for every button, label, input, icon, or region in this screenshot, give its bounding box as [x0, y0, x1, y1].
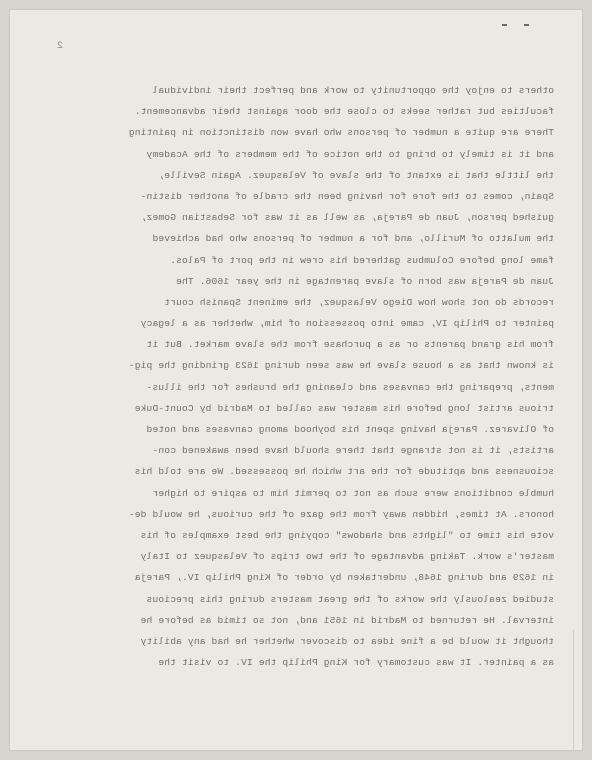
text-line: studied zealously the works of the great masters during this precious — [146, 593, 554, 605]
edge-mark — [524, 24, 529, 26]
text-line: as a painter. It was customary for King Philip the IV. to visit the — [158, 657, 554, 669]
typed-text-block — [34, 80, 554, 673]
text-line: fame long before Columbus gathered his crew in the port of Palos. — [170, 254, 554, 266]
text-line: the mulatto of Murillo, and for a number of persons who had achieved — [152, 233, 554, 245]
text-line: Spain, comes to the fore for having been the cradle of another distin- — [140, 190, 554, 202]
text-line: the little that is extant of the slave of Velasquez. Again Seville, — [158, 169, 554, 181]
text-line: honors. At times, hidden away from the gaze of the curious, he would de- — [128, 508, 554, 520]
text-line: painter to Philip IV, came into possession of him, whether as a legacy — [140, 318, 554, 330]
text-line: thought it would be a fine idea to discover whether he had any ability — [140, 635, 554, 647]
typed-page — [10, 10, 582, 750]
text-line: in 1629 and during 1648, undertaken by order of King Philip IV., Pareja — [134, 572, 554, 584]
edge-shadow — [573, 630, 574, 750]
text-line: ments, preparing the canvases and cleaning the brushes for the illus- — [146, 381, 554, 393]
text-line: Juan de Pareja was born of slave parentage in the year 1606. The — [175, 275, 554, 287]
text-line: of Olivarez. Pareja having spent his boyhood among canvases and noted — [146, 424, 554, 435]
text-line: from his grand parents or as a purchase from the slave market. But it — [146, 339, 554, 351]
text-line: master's work. Taking advantage of the two trips of Velasquez to Italy — [140, 551, 554, 563]
text-line: interval. He returned to Madrid in 1651 and, not so timid as before he — [140, 614, 554, 626]
text-line: sciousness and aptitude for the art which he possessed. We are told his — [134, 466, 554, 478]
text-line: There are quite a number of persons who have won distinction in painting — [128, 127, 554, 139]
text-line: records do not show how Diego Velasquez, the eminent Spanish court — [164, 296, 554, 308]
edge-marks — [502, 24, 532, 28]
text-line: humble conditions were such as not to permit him to aspire to higher — [152, 487, 554, 499]
page-number: 2 — [57, 41, 64, 52]
text-line: faculties but rather seeks to close the door against their advancement. — [134, 106, 554, 118]
edge-mark — [502, 24, 507, 26]
text-line: artists, it is not strange that there should have been awakened con- — [152, 445, 554, 457]
text-line: guished person, Juan de Pareja, as well as it was for Sebastian Gomez, — [140, 212, 554, 224]
text-line: trious artist long before his master was called to Madrid by Count-Duke — [134, 402, 554, 414]
text-line: others to enjoy the opportunity to work and perfect their individual — [152, 85, 554, 96]
text-line: and it is timely to bring to the notice of the members of the Academy — [146, 148, 554, 160]
text-line: is known that as a house slave he was seen during 1623 grinding the pig- — [128, 360, 554, 372]
text-line: vote his time to "lights and shadows" copying the best examples of his — [140, 529, 554, 541]
